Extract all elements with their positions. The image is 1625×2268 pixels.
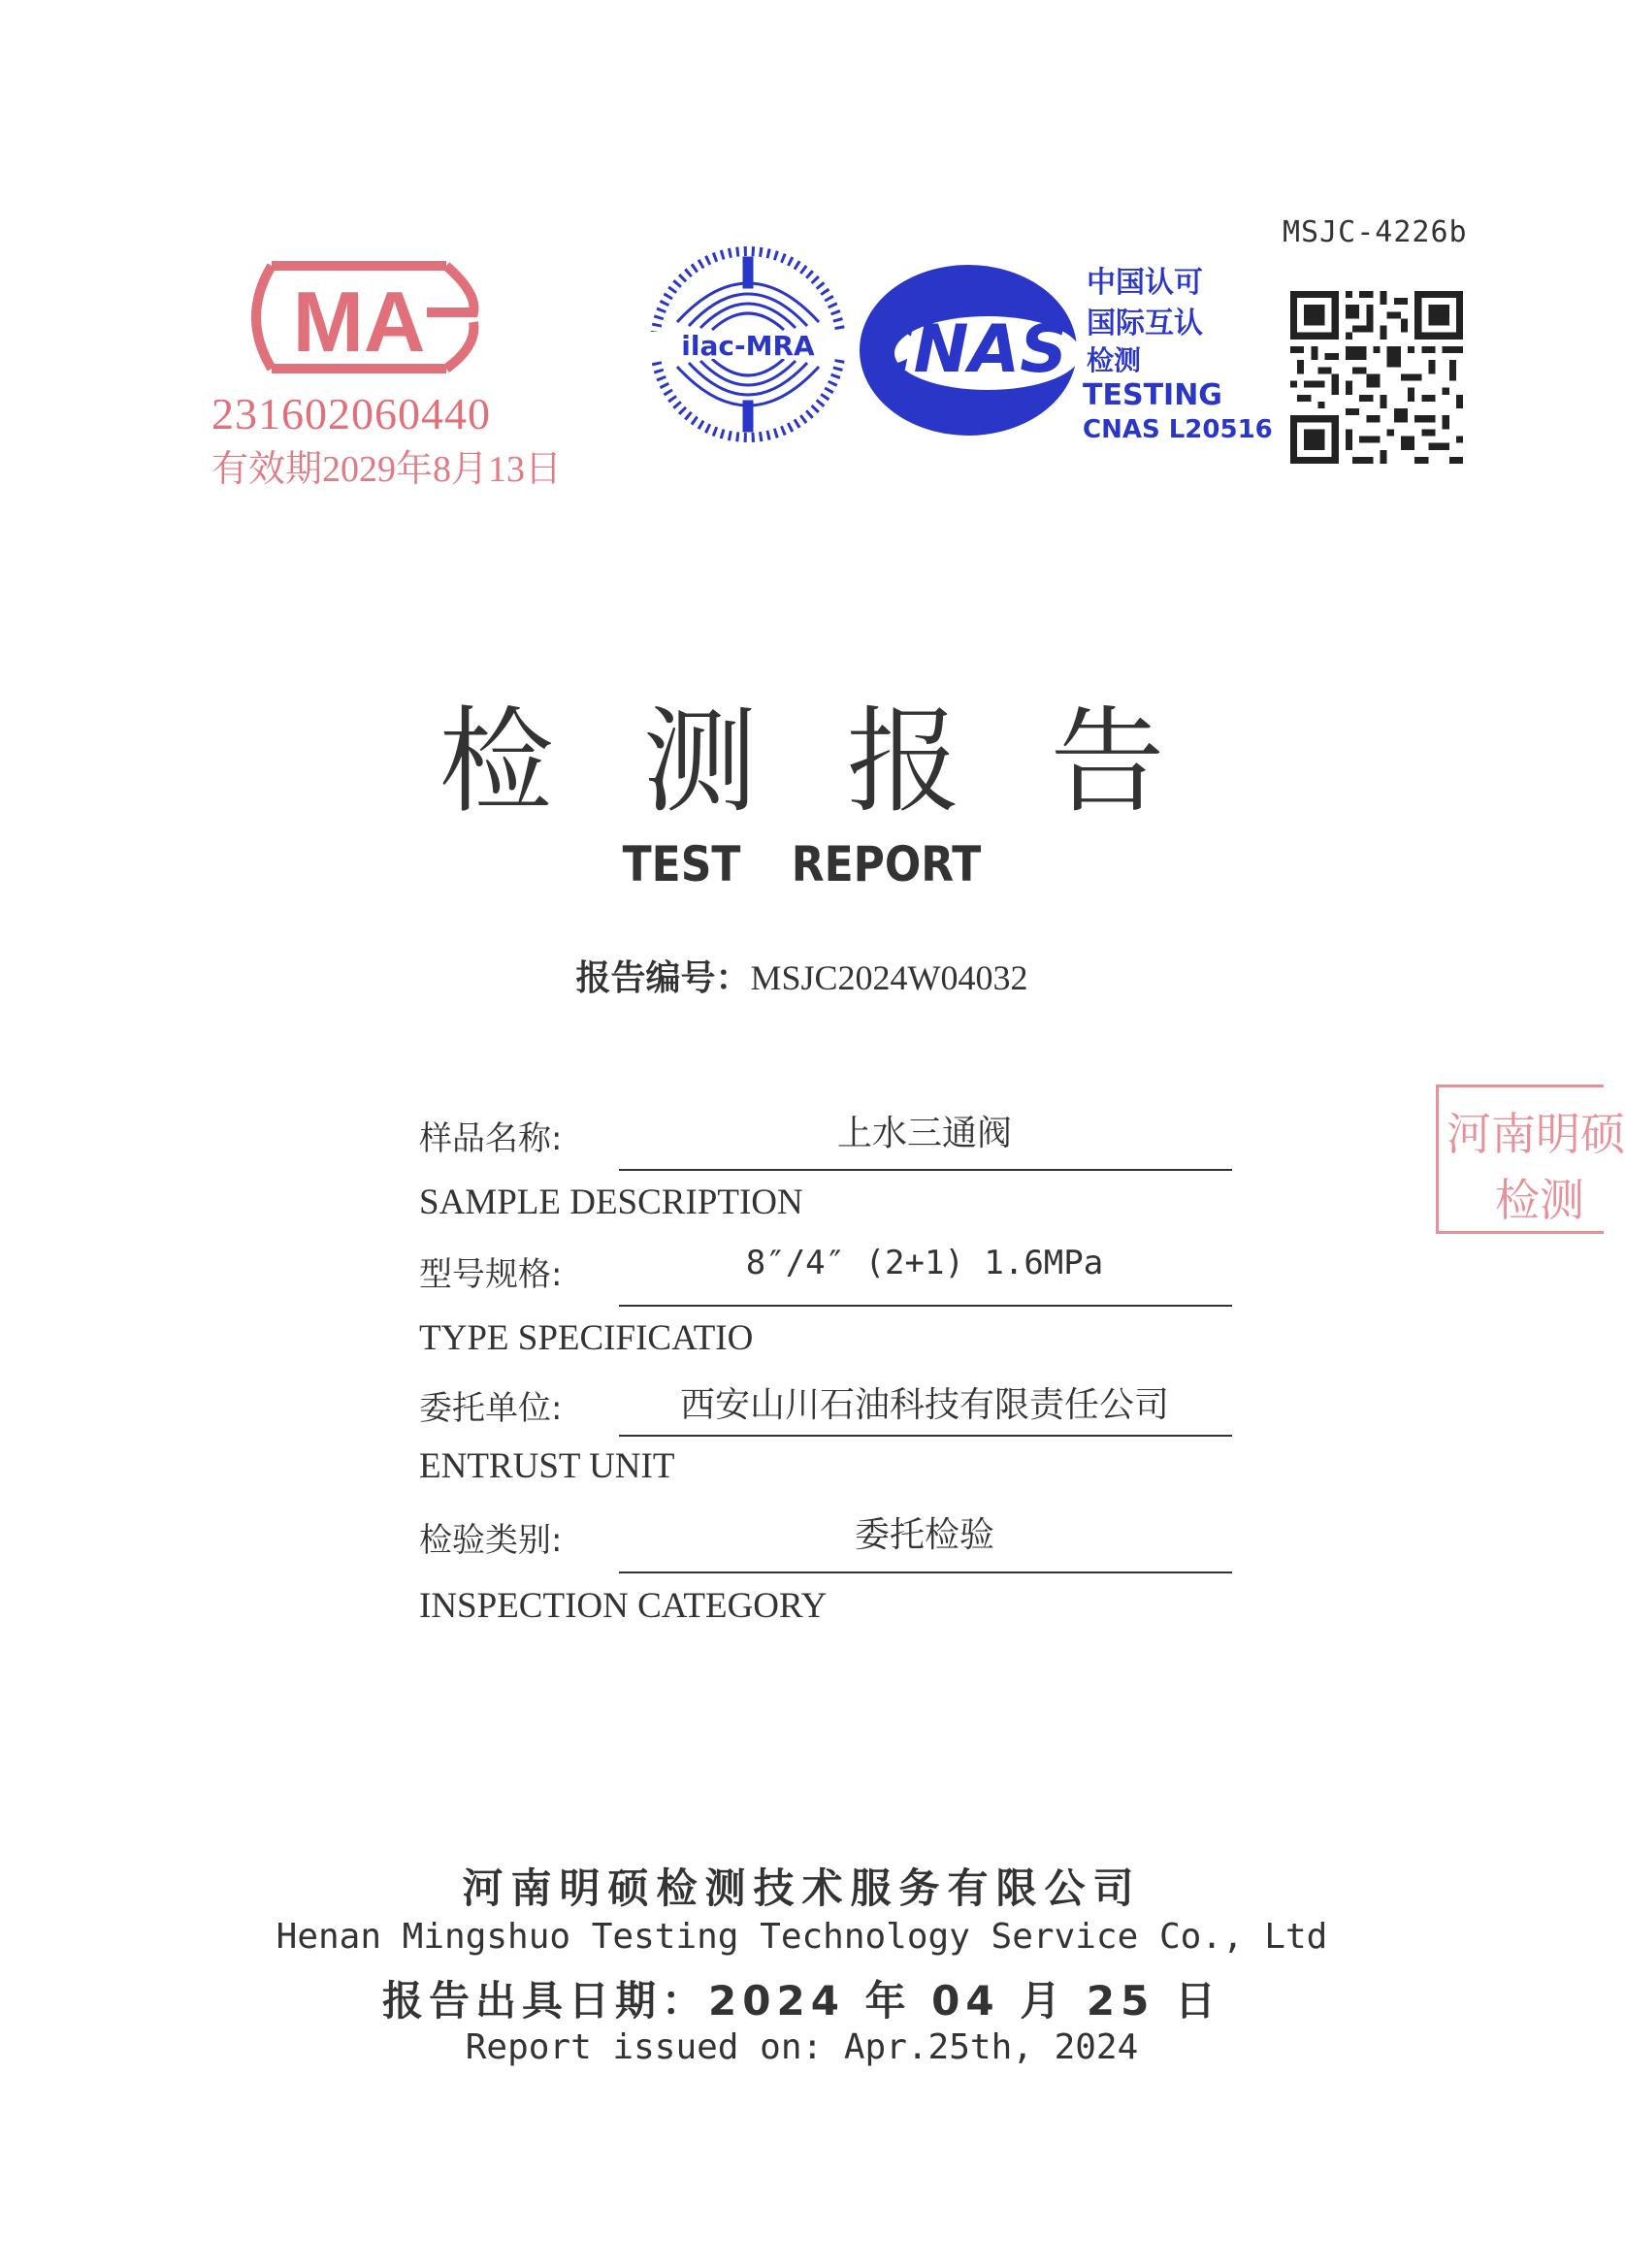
sample-name-value: 上水三通阀 — [836, 1114, 1012, 1153]
cnas-line-2: 国际互认 — [1087, 307, 1203, 340]
qr-code — [1290, 291, 1463, 464]
entrust-unit-label: 委托单位: — [419, 1389, 563, 1428]
sample-name-label: 样品名称: — [419, 1119, 563, 1158]
sample-name-underline — [619, 1169, 1232, 1171]
ilac-mra-logo — [648, 244, 848, 444]
inspection-category-underline — [619, 1571, 1232, 1573]
cma-logo — [233, 254, 485, 380]
cnas-logo-text: CNAS — [864, 311, 1068, 388]
cnas-line-4: TESTING — [1083, 378, 1222, 412]
report-number-value: MSJC2024W04032 — [750, 958, 1028, 997]
cnas-logo — [854, 260, 1096, 440]
type-spec-value: 8″/4″ (2+1) 1.6MPa — [745, 1244, 1104, 1282]
cma-logo-text: MA — [292, 274, 426, 370]
type-specification-label: TYPE SPECIFICATIO — [419, 1318, 754, 1358]
cma-cert-number: 231602060440 — [211, 389, 491, 438]
issue-date-chinese: 报告出具日期：2024 年 04 月 25 日 — [382, 1977, 1221, 2025]
inspection-category-value: 委托检验 — [854, 1515, 994, 1555]
cma-validity: 有效期2029年8月13日 — [211, 449, 563, 490]
entrust-unit-en-label: ENTRUST UNIT — [419, 1446, 675, 1486]
document-code: MSJC-4226b — [1283, 215, 1468, 249]
company-name-chinese: 河南明硕检测技术服务有限公司 — [462, 1864, 1142, 1912]
seal-line-2: 检测 — [1495, 1174, 1584, 1226]
company-seal-partial — [1436, 1085, 1625, 1234]
sample-description-label: SAMPLE DESCRIPTION — [419, 1183, 803, 1222]
company-name-english: Henan Mingshuo Testing Technology Service Co., Ltd — [276, 1917, 1328, 1957]
inspection-category-en-label: INSPECTION CATEGORY — [419, 1586, 828, 1626]
type-spec-label: 型号规格: — [419, 1255, 563, 1294]
report-number — [0, 951, 1604, 1000]
cnas-line-5: CNAS L20516 — [1083, 415, 1273, 444]
cnas-line-3: 检测 — [1087, 344, 1142, 376]
entrust-unit-underline — [619, 1435, 1232, 1437]
report-number-label: 报告编号： — [575, 958, 751, 998]
entrust-unit-value: 西安山川石油科技有限责任公司 — [679, 1385, 1169, 1425]
cnas-line-1: 中国认可 — [1087, 266, 1203, 300]
issue-date-english: Report issued on: Apr.25th, 2024 — [465, 2027, 1139, 2067]
seal-line-1: 河南明硕 — [1446, 1108, 1625, 1160]
ilac-mra-text: ilac-MRA — [681, 330, 815, 362]
type-spec-underline — [619, 1305, 1232, 1307]
inspection-category-label: 检验类别: — [419, 1521, 563, 1560]
title-chinese: 检测报告 — [439, 695, 1254, 828]
title-english: TEST REPORT — [622, 836, 982, 892]
